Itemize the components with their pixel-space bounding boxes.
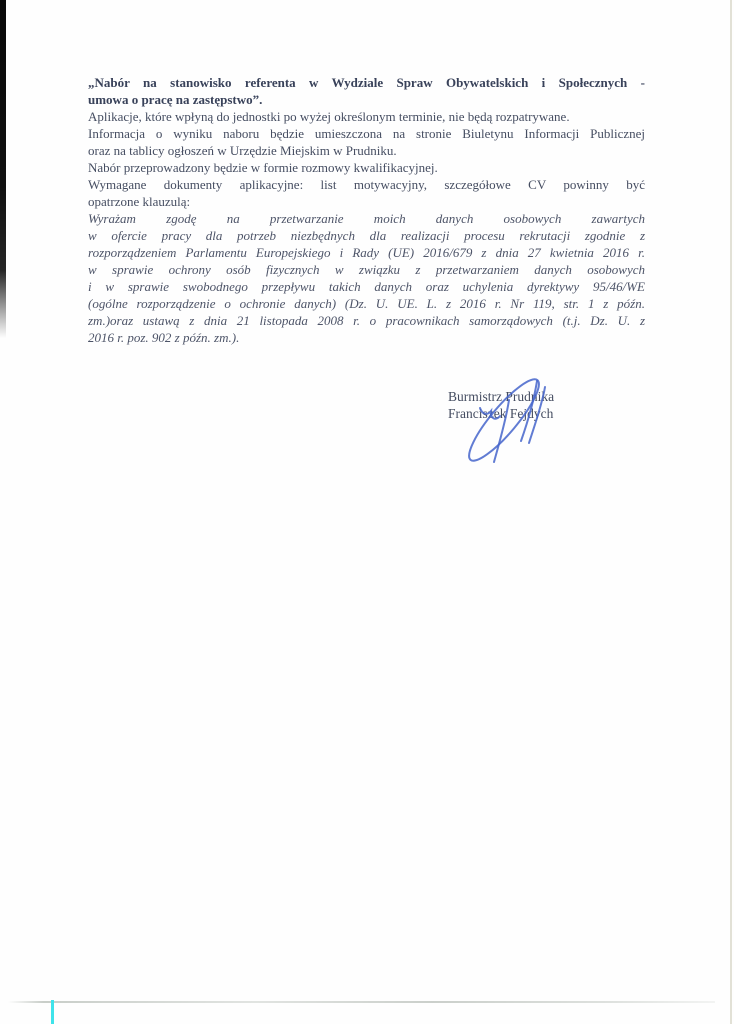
consent-clause-line: zm.)oraz ustawą z dnia 21 listopada 2008 r. o pracownikach samorządowych (t.j. Dz. U. z [88,313,645,328]
body-line: Nabór przeprowadzony będzie w formie rozmowy kwalifikacyjnej. [88,160,438,175]
consent-clause-line: i w sprawie swobodnego przepływu takich danych oraz uchylenia dyrektywy 95/46/WE [88,279,645,294]
consent-clause-line: rozporządzeniem Parlamentu Europejskiego i Rady (UE) 2016/679 z dnia 27 kwietnia 2016 r. [88,245,645,260]
handwritten-signature [455,372,565,477]
body-line: oraz na tablicy ogłoszeń w Urzędzie Miejskim w Prudniku. [88,143,397,158]
cyan-scan-mark [51,1000,54,1024]
consent-clause-line: 2016 r. poz. 902 z późn. zm.). [88,330,240,345]
consent-clause-line: w sprawie ochrony osób fizycznych w związku z przetwarzaniem danych osobowych [88,262,645,277]
document-body [88,74,645,346]
consent-clause-line: Wyrażam zgodę na przetwarzanie moich danych osobowych zawartych [88,211,645,226]
signatory-title: Burmistrz Prudnika [448,389,555,404]
heading-line-2: umowa o pracę na zastępstwo”. [88,92,263,107]
consent-clause-line: w ofercie pracy dla potrzeb niezbędnych dla realizacji procesu rekrutacji zgodnie z [88,228,645,243]
body-line: opatrzone klauzulą: [88,194,191,209]
heading-line-1: „Nabór na stanowisko referenta w Wydziale Spraw Obywatelskich i Społecznych - [88,75,645,90]
body-line: Aplikacje, które wpłyną do jednostki po wyżej określonym terminie, nie będą rozpatrywane. [88,109,570,124]
scan-right-edge-line [730,0,732,1024]
body-line: Wymagane dokumenty aplikacyjne: list motywacyjny, szczegółowe CV powinny być [88,177,645,192]
signatory-name: Franciszek Fejdych [448,405,554,421]
consent-clause-line: (ogólne rozporządzenie o ochronie danych) (Dz. U. UE. L. z 2016 r. Nr 119, str. 1 z późn. [88,296,645,311]
scan-fold-line [8,1001,715,1003]
body-line: Informacja o wyniku naboru będzie umieszczona na stronie Biuletynu Informacji Publicznej [88,126,645,141]
scan-edge-black-bar [0,0,6,338]
